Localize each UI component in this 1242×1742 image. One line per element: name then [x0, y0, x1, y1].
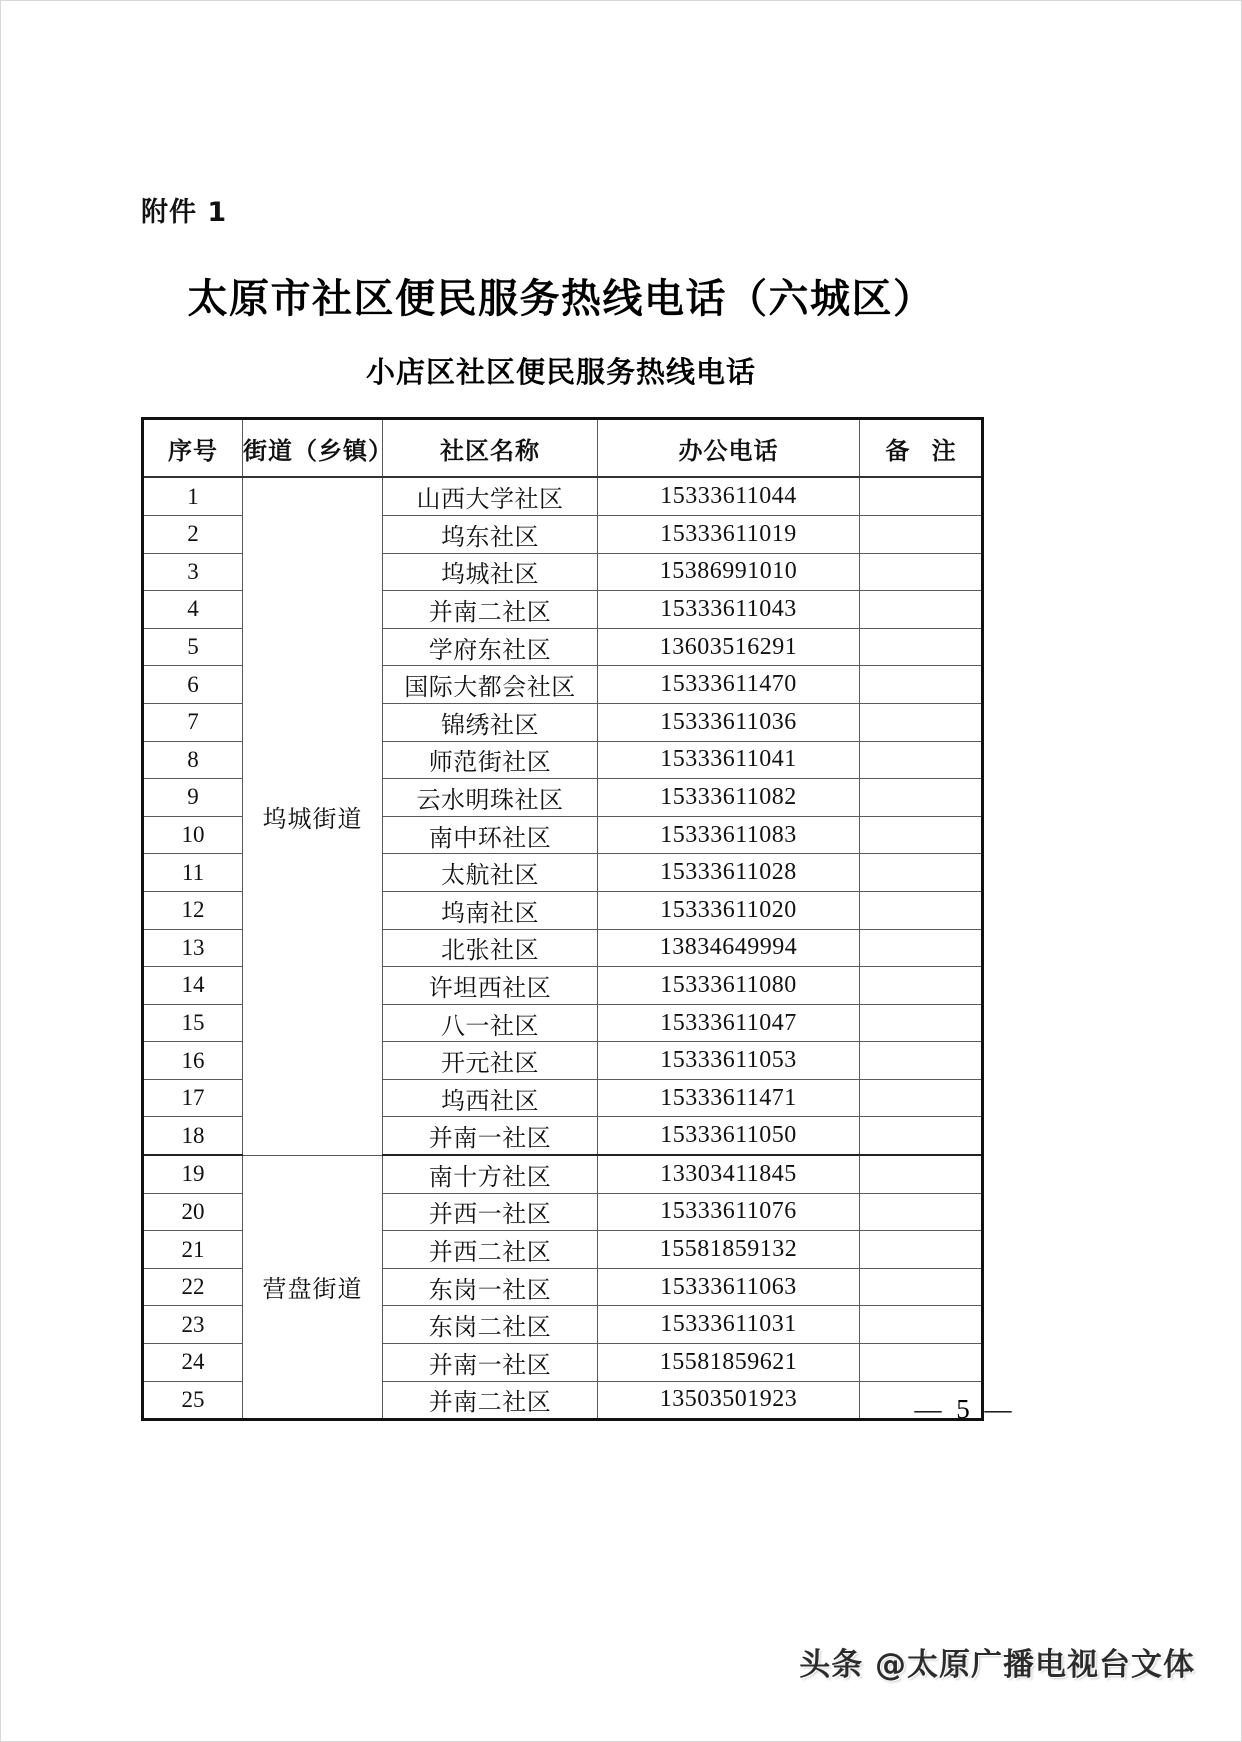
cell-phone: 15333611019 — [598, 515, 860, 553]
attachment-label: 附件 1 — [141, 197, 228, 228]
column-header-community: 社区名称 — [383, 419, 598, 478]
cell-note — [860, 477, 983, 515]
cell-note — [860, 854, 983, 892]
cell-note — [860, 1268, 983, 1306]
cell-street: 坞城街道 — [243, 477, 383, 1155]
table-body — [143, 477, 983, 1419]
cell-note — [860, 628, 983, 666]
cell-community-name: 锦绣社区 — [383, 703, 598, 741]
cell-phone: 15333611076 — [598, 1193, 860, 1231]
cell-community-name: 坞南社区 — [383, 891, 598, 929]
cell-index: 15 — [143, 1004, 243, 1042]
cell-index: 9 — [143, 779, 243, 817]
cell-community-name: 师范街社区 — [383, 741, 598, 779]
cell-note — [860, 666, 983, 704]
cell-index: 1 — [143, 477, 243, 515]
cell-community-name: 北张社区 — [383, 929, 598, 967]
cell-community-name: 许坦西社区 — [383, 967, 598, 1005]
cell-note — [860, 779, 983, 817]
cell-index: 5 — [143, 628, 243, 666]
cell-phone: 15333611082 — [598, 779, 860, 817]
cell-note — [860, 816, 983, 854]
cell-phone: 15333611047 — [598, 1004, 860, 1042]
cell-community-name: 八一社区 — [383, 1004, 598, 1042]
cell-phone: 15581859132 — [598, 1231, 860, 1269]
cell-community-name: 并南二社区 — [383, 591, 598, 629]
cell-community-name: 并西二社区 — [383, 1231, 598, 1269]
cell-phone: 15333611470 — [598, 666, 860, 704]
cell-index: 10 — [143, 816, 243, 854]
cell-note — [860, 1306, 983, 1344]
cell-index: 24 — [143, 1344, 243, 1382]
cell-index: 21 — [143, 1231, 243, 1269]
cell-note — [860, 703, 983, 741]
cell-note — [860, 1231, 983, 1269]
cell-index: 13 — [143, 929, 243, 967]
cell-community-name: 南中环社区 — [383, 816, 598, 854]
cell-phone: 15333611028 — [598, 854, 860, 892]
cell-phone: 15581859621 — [598, 1344, 860, 1382]
cell-note — [860, 967, 983, 1005]
cell-index: 6 — [143, 666, 243, 704]
cell-index: 7 — [143, 703, 243, 741]
cell-community-name: 国际大都会社区 — [383, 666, 598, 704]
cell-community-name: 并南二社区 — [383, 1381, 598, 1420]
watermark: 头条 @太原广播电视台文体 — [799, 1647, 1195, 1683]
cell-index: 12 — [143, 891, 243, 929]
cell-phone: 15333611080 — [598, 967, 860, 1005]
page-footer-number — [1, 1394, 1242, 1425]
cell-note — [860, 1193, 983, 1231]
cell-phone: 15333611041 — [598, 741, 860, 779]
cell-phone: 15333611083 — [598, 816, 860, 854]
cell-index: 8 — [143, 741, 243, 779]
column-header-street: 街道（乡镇） — [243, 419, 383, 478]
cell-note — [860, 515, 983, 553]
column-header-index: 序号 — [143, 419, 243, 478]
cell-index: 23 — [143, 1306, 243, 1344]
cell-note — [860, 553, 983, 591]
cell-phone: 15386991010 — [598, 553, 860, 591]
cell-index: 18 — [143, 1117, 243, 1155]
cell-street: 营盘街道 — [243, 1155, 383, 1420]
cell-index: 14 — [143, 967, 243, 1005]
cell-phone: 13834649994 — [598, 929, 860, 967]
cell-community-name: 开元社区 — [383, 1042, 598, 1080]
table-row — [143, 477, 983, 515]
cell-phone: 15333611036 — [598, 703, 860, 741]
cell-phone: 15333611471 — [598, 1079, 860, 1117]
cell-note — [860, 1042, 983, 1080]
page-title: 太原市社区便民服务热线电话（六城区） — [187, 275, 935, 323]
cell-note — [860, 929, 983, 967]
cell-phone: 15333611053 — [598, 1042, 860, 1080]
cell-phone: 13503501923 — [598, 1381, 860, 1420]
table-row — [143, 1155, 983, 1193]
cell-index: 17 — [143, 1079, 243, 1117]
cell-phone: 15333611050 — [598, 1117, 860, 1155]
column-header-note: 备 注 — [860, 419, 983, 478]
cell-community-name: 东岗一社区 — [383, 1268, 598, 1306]
cell-community-name: 山西大学社区 — [383, 477, 598, 515]
document-body — [141, 197, 981, 1421]
page-subtitle: 小店区社区便民服务热线电话 — [365, 355, 756, 390]
cell-community-name: 云水明珠社区 — [383, 779, 598, 817]
cell-community-name: 南十方社区 — [383, 1155, 598, 1193]
cell-community-name: 并南一社区 — [383, 1344, 598, 1382]
cell-note — [860, 891, 983, 929]
cell-index: 19 — [143, 1155, 243, 1193]
table-header-row — [143, 419, 983, 478]
cell-note — [860, 1079, 983, 1117]
cell-community-name: 学府东社区 — [383, 628, 598, 666]
cell-community-name: 并南一社区 — [383, 1117, 598, 1155]
cell-community-name: 东岗二社区 — [383, 1306, 598, 1344]
cell-index: 4 — [143, 591, 243, 629]
page-number-text: — 5 — — [914, 1394, 1016, 1424]
cell-phone: 15333611044 — [598, 477, 860, 515]
cell-index: 2 — [143, 515, 243, 553]
column-header-phone: 办公电话 — [598, 419, 860, 478]
cell-phone: 15333611020 — [598, 891, 860, 929]
cell-note — [860, 1344, 983, 1382]
cell-community-name: 太航社区 — [383, 854, 598, 892]
cell-community-name: 坞东社区 — [383, 515, 598, 553]
cell-index: 3 — [143, 553, 243, 591]
cell-phone: 13303411845 — [598, 1155, 860, 1193]
community-hotline-table — [141, 417, 984, 1421]
cell-index: 11 — [143, 854, 243, 892]
cell-note — [860, 741, 983, 779]
cell-note — [860, 1117, 983, 1155]
cell-index: 22 — [143, 1268, 243, 1306]
cell-phone: 15333611063 — [598, 1268, 860, 1306]
cell-phone: 15333611031 — [598, 1306, 860, 1344]
cell-index: 25 — [143, 1381, 243, 1420]
cell-phone: 13603516291 — [598, 628, 860, 666]
cell-note — [860, 1004, 983, 1042]
cell-community-name: 坞西社区 — [383, 1079, 598, 1117]
cell-index: 16 — [143, 1042, 243, 1080]
cell-community-name: 并西一社区 — [383, 1193, 598, 1231]
cell-note — [860, 591, 983, 629]
cell-note — [860, 1155, 983, 1193]
cell-index: 20 — [143, 1193, 243, 1231]
cell-community-name: 坞城社区 — [383, 553, 598, 591]
cell-phone: 15333611043 — [598, 591, 860, 629]
